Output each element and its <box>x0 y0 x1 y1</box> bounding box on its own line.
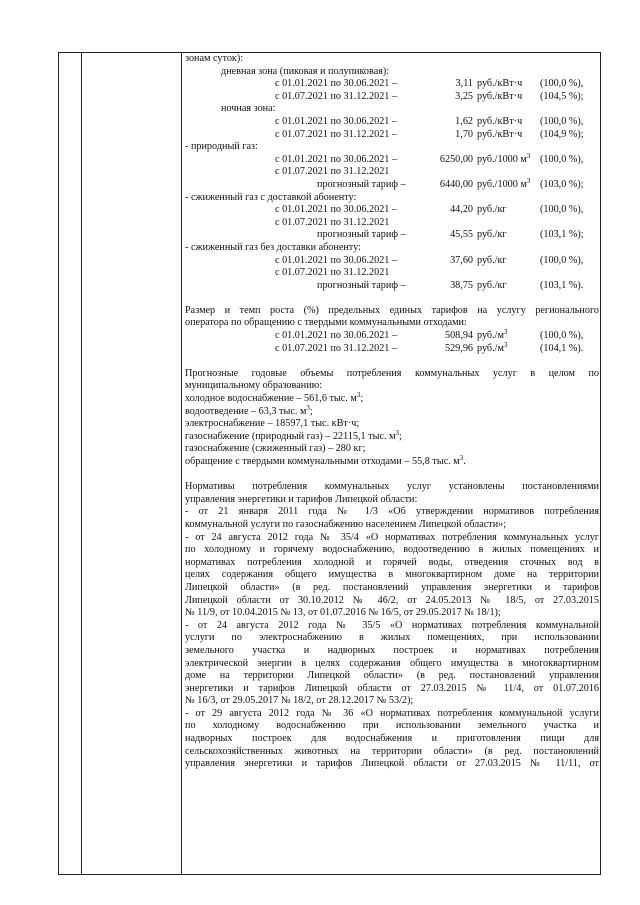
tariff-unit: руб./кВт·ч <box>477 90 523 102</box>
unit-exponent: 3 <box>356 391 361 400</box>
volume-text: холодное водоснабжение – 561,6 тыс. м <box>185 393 357 405</box>
period: с 01.01.2021 по 30.06.2021 – <box>275 78 398 90</box>
growth-percent: (100,0 %), <box>540 115 584 127</box>
text-line: управления энергетики и тарифов Липецкой области от 27.03.2015 № 11/11, от <box>185 758 599 770</box>
growth-percent: (100,0 %), <box>540 330 584 342</box>
tariff-row <box>185 229 599 242</box>
period: с 01.07.2021 по 31.12.2021 – <box>275 342 398 354</box>
tariff-value: 529,96 <box>444 342 473 354</box>
period: с 01.01.2021 по 30.06.2021 – <box>275 330 398 342</box>
text-line: - от 21 января 2011 года № 1/3 «Об утверждении нормативов потребления <box>185 506 599 518</box>
period: с 01.01.2021 по 30.06.2021 – <box>275 204 398 216</box>
unit-text: руб./1000 м <box>477 178 527 190</box>
text-line: Нормативы потребления коммунальных услуг установлены постановлениями <box>185 481 599 493</box>
tariff-row <box>185 116 599 129</box>
text-line: энергетики и тарифов Липецкой области от 27.03.2015 № 11/4, от 01.07.2016 <box>185 682 599 694</box>
unit-text: руб./м <box>477 330 504 342</box>
gas-heading: - природный газ: <box>185 141 258 153</box>
growth-percent: (100,0 %), <box>540 153 584 165</box>
tariff-row <box>185 91 599 104</box>
unit-exponent: 3 <box>459 454 464 462</box>
growth-percent: (100,0 %), <box>540 78 584 90</box>
tariff-row <box>185 129 599 142</box>
text-line: управления энергетики и тарифов Липецкой области: <box>185 493 418 505</box>
growth-percent: (103,0 %); <box>540 178 584 190</box>
text-line: коммунальной услуги по газоснабжению населением Липецкой области»; <box>185 518 507 530</box>
tariff-unit: руб./кг <box>477 279 507 291</box>
text-line: - от 24 августа 2012 года № 35/4 «О нормативах потребления коммунальных услуг <box>185 531 599 543</box>
tariff-row <box>185 330 599 343</box>
tariff-row <box>185 204 599 217</box>
text-line: услуги по электроснабжению в жилых помещениях, при использовании <box>185 632 599 644</box>
period: с 01.07.2021 по 31.12.2021 <box>275 216 390 228</box>
text-line: Липецкой области» (в ред. постановлений управления энергетики и тарифов <box>185 581 599 593</box>
tariff-row <box>185 340 599 356</box>
text-line: № 11/9, от 10.04.2015 № 13, от 01.07.2016 № 16/5, от 29.05.2017 № 18/1); <box>185 607 501 619</box>
tariff-row <box>185 176 599 192</box>
tariff-row <box>185 255 599 268</box>
volume-text: водоотведение – 63,3 тыс. м <box>185 405 307 417</box>
period: с 01.01.2021 по 30.06.2021 – <box>275 153 398 165</box>
tariff-unit <box>477 340 508 356</box>
section-column <box>82 53 182 874</box>
period: с 01.07.2021 по 31.12.2021 <box>275 166 390 178</box>
forecast-label: прогнозный тариф – <box>317 229 406 241</box>
text-line: по холодному водоснабжению при использовании земельного участка и <box>185 720 599 732</box>
period-row <box>185 267 599 280</box>
tariff-unit <box>477 151 531 167</box>
unit-exponent: 3 <box>503 340 508 349</box>
tariff-value: 6250,00 <box>439 153 473 165</box>
forecast-label: прогнозный тариф – <box>317 279 406 291</box>
tariff-row <box>185 151 599 167</box>
tariff-unit: руб./кВт·ч <box>477 128 523 140</box>
growth-percent: (103,1 %). <box>540 279 584 291</box>
tariff-value: 1,62 <box>455 115 473 127</box>
tariff-unit: руб./кВт·ч <box>477 115 523 127</box>
unit-exponent: 3 <box>526 151 531 160</box>
text-line: электрической энергии в целях содержания общего имущества в многоквартирном <box>185 657 599 669</box>
tariff-value: 45,55 <box>450 229 473 241</box>
tariff-unit: руб./кВт·ч <box>477 78 523 90</box>
text-line: земельного участка и надворных построек и нормативах потребления <box>185 644 599 656</box>
tariff-value: 3,25 <box>455 90 473 102</box>
volume-item <box>185 403 599 419</box>
tariff-value: 38,75 <box>450 279 473 291</box>
text-line: нормативах потребления холодной и горячей воды, отведения сточных вод в <box>185 556 599 568</box>
growth-percent: (104,9 %); <box>540 128 584 140</box>
volume-text: обращение с твердыми коммунальными отходами – 55,8 тыс. м <box>185 456 460 467</box>
period-row <box>185 217 599 230</box>
unit-text: руб./м <box>477 342 504 354</box>
unit-exponent: 3 <box>306 403 310 412</box>
text-line: Размер и темп роста (%) предельных единых тарифов на услугу регионального <box>185 304 599 316</box>
text-line: Прогнозные годовые объемы потребления коммунальных услуг в целом по <box>185 367 599 379</box>
tariff-unit <box>477 330 507 343</box>
number-column <box>59 53 82 874</box>
tariff-value: 3,11 <box>455 78 473 90</box>
punct: ; <box>360 393 364 405</box>
period: с 01.01.2021 по 30.06.2021 – <box>275 115 398 127</box>
period: с 01.01.2021 по 30.06.2021 – <box>275 254 398 266</box>
volume-item <box>185 428 599 444</box>
text-line: надворных построек для водоснабжения и приготовления пищи для <box>185 733 599 745</box>
growth-percent: (103,1 %); <box>540 229 584 241</box>
tariff-row <box>185 78 599 91</box>
punct: ; <box>309 405 313 417</box>
text-line: Липецкой области от 30.10.2012 № 46/2, от 24.05.2013 № 18/5, от 27.03.2015 <box>185 594 599 606</box>
volume-item <box>185 393 599 406</box>
tariff-unit: руб./кг <box>477 229 507 241</box>
tariff-value: 44,20 <box>450 204 473 216</box>
tariff-value: 6440,00 <box>439 178 473 190</box>
period: с 01.07.2021 по 31.12.2021 – <box>275 128 398 140</box>
unit-text: руб./1000 м <box>477 153 527 165</box>
tariff-unit: руб./кг <box>477 204 507 216</box>
punct: . <box>463 456 466 467</box>
volume-item <box>185 456 599 469</box>
tariff-value: 1,70 <box>455 128 473 140</box>
punct: ; <box>399 430 402 442</box>
text-line: - от 29 августа 2012 года № 36 «О нормативах потребления коммунальной услуги <box>185 707 599 719</box>
text-line: по холодному и горячему водоснабжению, водоотведению в жилых помещениях и <box>185 544 599 556</box>
growth-percent: (104,1 %). <box>540 342 584 354</box>
volume-text: электроснабжение – 18597,1 тыс. кВт·ч; <box>185 418 360 430</box>
lpg-delivery-heading: - сжиженный газ с доставкой абоненту: <box>185 191 357 203</box>
volume-item <box>185 418 599 431</box>
unit-exponent: 3 <box>503 328 508 337</box>
text-line: зонам суток): <box>185 53 244 64</box>
text-line: доме на территории Липецкой области» (в ред. постановлений управления <box>185 670 599 682</box>
norms-paragraph <box>185 481 599 771</box>
growth-percent: (104,5 %); <box>540 90 584 102</box>
tariff-value: 508,94 <box>444 330 473 342</box>
night-zone-heading: ночная зона: <box>221 103 276 115</box>
content-cell <box>185 53 599 874</box>
growth-percent: (100,0 %), <box>540 254 584 266</box>
period: с 01.07.2021 по 31.12.2021 – <box>275 90 398 102</box>
period: с 01.07.2021 по 31.12.2021 <box>275 267 390 279</box>
growth-percent: (100,0 %), <box>540 204 584 216</box>
text-line: целях содержания общего имущества в многоквартирном доме на территории <box>185 569 599 581</box>
forecast-label: прогнозный тариф – <box>317 178 406 190</box>
unit-exponent: 3 <box>395 428 400 437</box>
lpg-no-delivery-heading: - сжиженный газ без доставки абоненту: <box>185 241 361 253</box>
text-line: - от 24 августа 2012 года № 35/5 «О нормативах потребления коммунальной <box>185 619 599 631</box>
tariff-row <box>185 280 599 293</box>
volume-item <box>185 443 599 456</box>
day-zone-heading: дневная зона (пиковая и полупиковая): <box>221 65 390 77</box>
document-table <box>58 52 601 875</box>
tariff-unit <box>477 176 531 192</box>
volume-text: газоснабжение (сжиженный газ) – 280 кг; <box>185 443 366 455</box>
text-line: муниципальному образованию: <box>185 380 323 392</box>
unit-exponent: 3 <box>526 176 531 185</box>
text-line: сельскохозяйственных животных на территории области» (в ред. постановлений <box>185 745 599 757</box>
volume-text: газоснабжение (природный газ) – 22115,1 тыс. м <box>185 430 396 442</box>
tariff-value: 37,60 <box>450 254 473 266</box>
text-line: оператора по обращению с твердыми коммунальными отходами: <box>185 317 467 329</box>
text-line: № 16/3, от 29.05.2017 № 18/2, от 28.12.2017 № 53/2); <box>185 695 414 707</box>
tariff-unit: руб./кг <box>477 254 507 266</box>
period-row <box>185 166 599 179</box>
